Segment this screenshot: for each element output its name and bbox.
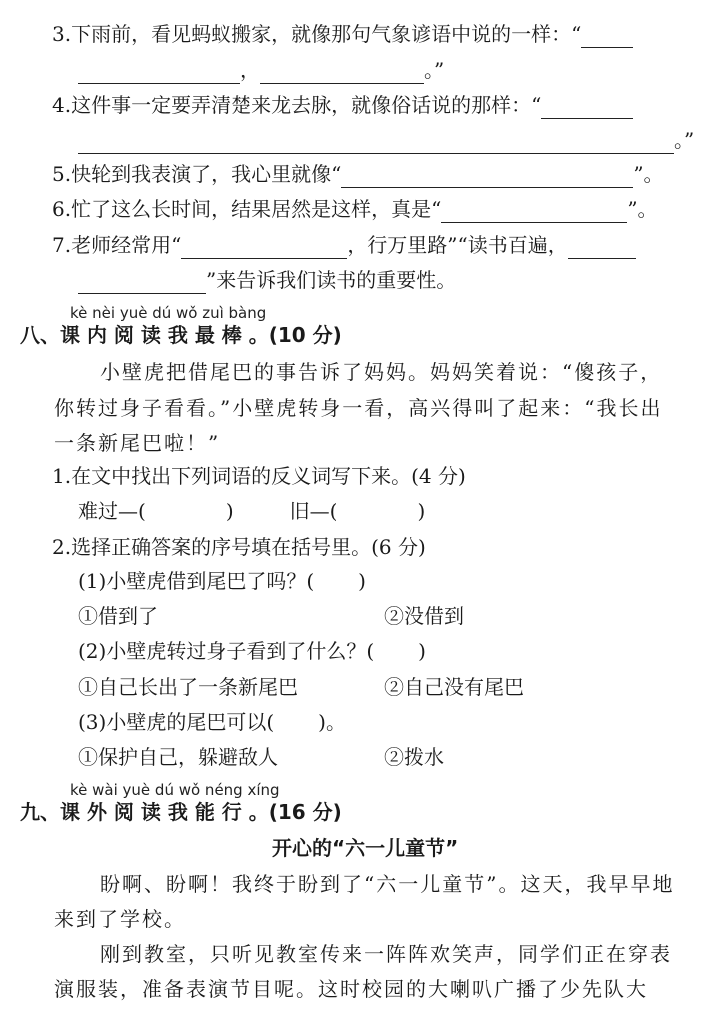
question-5 xyxy=(52,160,664,188)
answer-blank[interactable] xyxy=(181,236,347,259)
answer-blank[interactable] xyxy=(581,25,633,48)
question-3-mid: ， xyxy=(240,58,260,82)
sub1-option-1: ①借到了 xyxy=(78,604,158,628)
paren-close: ) xyxy=(358,569,366,593)
sub-question-2 xyxy=(78,637,426,665)
sub-question-3-end: )。 xyxy=(318,710,346,734)
answer-blank[interactable] xyxy=(260,61,424,84)
question-5-end: ”。 xyxy=(633,162,664,186)
question-3 xyxy=(52,20,633,48)
sub3-option-2: ②拨水 xyxy=(384,745,444,769)
answer-blank[interactable] xyxy=(78,271,206,294)
section-9-pinyin: kè wài yuè dú wǒ néng xíng xyxy=(70,781,280,799)
question-3-text: 3.下雨前，看见蚂蚁搬家，就像那句气象谚语中说的一样：“ xyxy=(52,22,582,46)
question-3-line2 xyxy=(78,56,444,84)
section-8-passage-line-1: 小壁虎把借尾巴的事告诉了妈妈。妈妈笑着说：“傻孩子， xyxy=(100,360,663,384)
question-4 xyxy=(52,91,633,119)
question-6 xyxy=(52,195,658,223)
answer-blank[interactable] xyxy=(441,200,627,223)
sub-question-1 xyxy=(78,567,366,595)
paren-close: ) xyxy=(225,499,234,523)
section-9-passage-line-4: 演服装，准备表演节目呢。这时校园的大喇叭广播了少先队大 xyxy=(54,977,648,1001)
question-5-text: 5.快轮到我表演了，我心里就像“ xyxy=(52,162,342,186)
question-6-text: 6.忙了这么长时间，结果居然是这样，真是“ xyxy=(52,197,442,221)
paren-close: ) xyxy=(418,639,426,663)
paren-close: ) xyxy=(417,499,426,523)
sub2-option-2: ②自己没有尾巴 xyxy=(384,675,524,699)
section-8-q2: 2.选择正确答案的序号填在括号里。(6 分) xyxy=(52,535,426,559)
answer-blank[interactable] xyxy=(78,131,674,154)
question-7-end: ”来告诉我们读书的重要性。 xyxy=(206,268,457,292)
question-4-text: 4.这件事一定要弄清楚来龙去脉，就像俗话说的那样：“ xyxy=(52,93,542,117)
sub3-option-1: ①保护自己，躲避敌人 xyxy=(78,745,278,769)
sub-question-1-text: (1)小壁虎借到尾巴了吗？( xyxy=(78,569,315,593)
sub2-option-1: ①自己长出了一条新尾巴 xyxy=(78,675,298,699)
section-8-q1: 1.在文中找出下列词语的反义词写下来。(4 分) xyxy=(52,464,466,488)
question-7 xyxy=(52,231,636,259)
section-8-passage-line-2: 你转过身子看看。”小壁虎转身一看，高兴得叫了起来：“我长出 xyxy=(54,396,663,420)
question-7-text: 7.老师经常用“ xyxy=(52,233,182,257)
sub1-option-2: ②没借到 xyxy=(384,604,464,628)
section-9-passage-line-2: 来到了学校。 xyxy=(54,907,186,931)
section-9-passage-line-3: 刚到教室，只听见教室传来一阵阵欢笑声，同学们正在穿表 xyxy=(100,942,672,966)
section-8-q1-answers xyxy=(78,497,425,525)
answer-blank[interactable] xyxy=(78,61,240,84)
answer-blank[interactable] xyxy=(541,96,633,119)
q1-word-a: 难过—( xyxy=(78,499,146,523)
section-8-pinyin: kè nèi yuè dú wǒ zuì bàng xyxy=(70,304,267,322)
passage-title: 开心的“六一儿童节” xyxy=(272,836,459,860)
question-7-line2 xyxy=(78,266,456,294)
answer-blank[interactable] xyxy=(568,236,636,259)
q1-word-b: 旧—( xyxy=(289,499,338,523)
section-9-passage-line-1: 盼啊、盼啊！我终于盼到了“六一儿童节”。这天，我早早地 xyxy=(100,872,675,896)
sub-question-2-text: (2)小壁虎转过身子看到了什么？( xyxy=(78,639,375,663)
sub-question-3-text: (3)小壁虎的尾巴可以( xyxy=(78,710,275,734)
question-7-mid: ，行万里路”“读书百遍， xyxy=(347,233,568,257)
answer-blank[interactable] xyxy=(341,165,633,188)
question-4-line2 xyxy=(78,126,694,154)
question-4-end: 。” xyxy=(674,128,695,152)
section-8-heading: 八、课 内 阅 读 我 最 棒 。(10 分) xyxy=(20,323,342,347)
sub-question-3 xyxy=(78,708,346,736)
section-8-passage-line-3: 一条新尾巴啦！” xyxy=(54,431,221,455)
question-3-end: 。” xyxy=(424,58,445,82)
question-6-end: ”。 xyxy=(627,197,658,221)
section-9-heading: 九、课 外 阅 读 我 能 行 。(16 分) xyxy=(20,800,342,824)
